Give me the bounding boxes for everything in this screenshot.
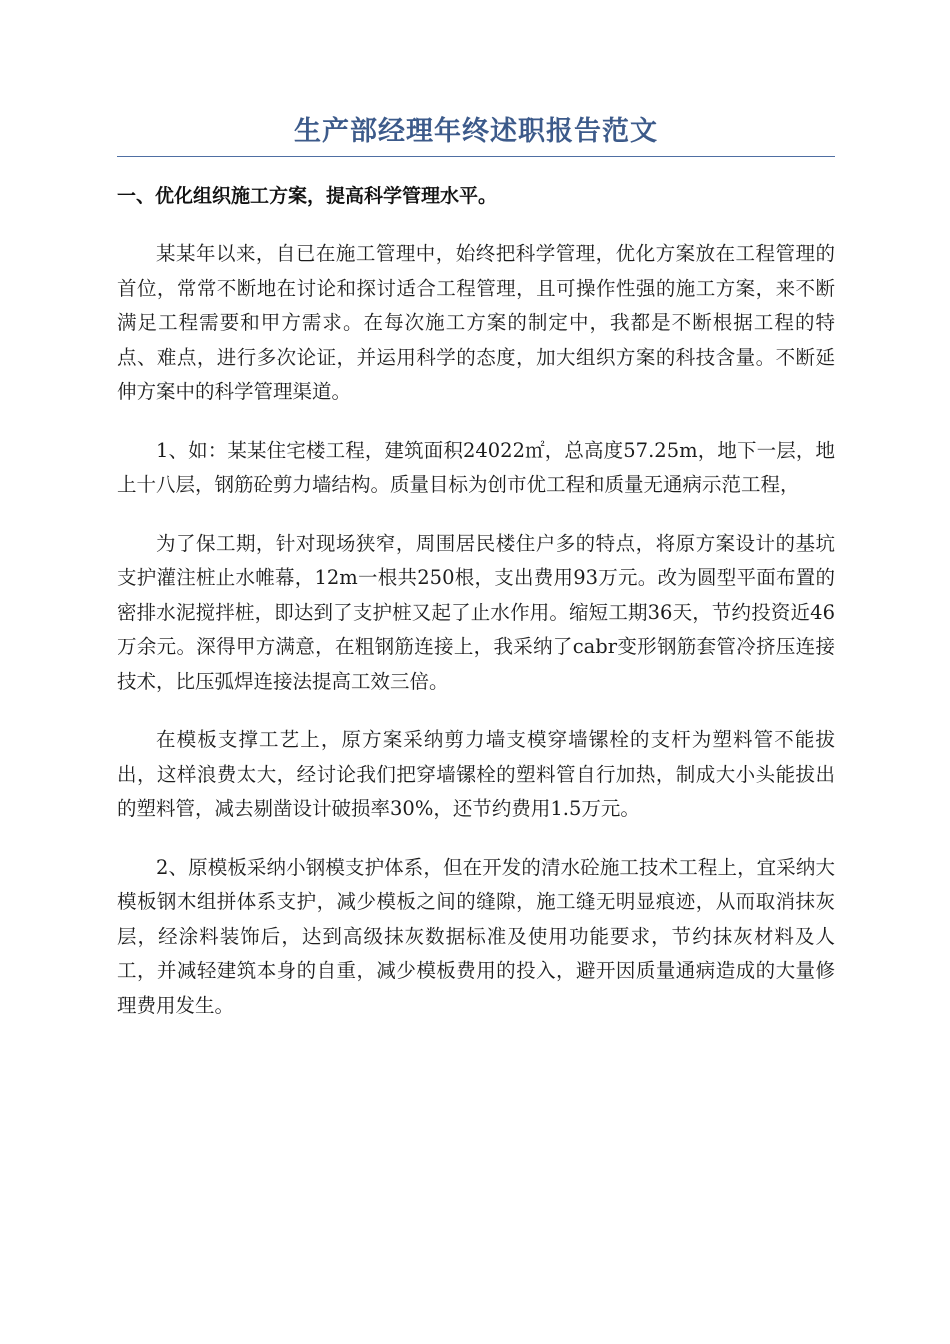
paragraph: 2、原模板采纳小钢模支护体系，但在开发的清水砼施工技术工程上，宜采纳大模板钢木组拼体系支护，减少模板之间的缝隙，施工缝无明显痕迹，从而取消抹灰层，经涂料装饰后，达到高级抹灰数据标准及使用功能要求，节约抹灰材料及人工，并减轻建筑本身的自重，减少模板费用的投入，避开因质量通病造成的大量修理费用发生。 xyxy=(117,855,835,1017)
paragraph: 某某年以来，自已在施工管理中，始终把科学管理，优化方案放在工程管理的首位，常常不断地在讨论和探讨适合工程管理，且可操作性强的施工方案，来不断满足工程需要和甲方需求。在每次施工方案的制定中，我都是不断根据工程的特点、难点，进行多次论证，并运用科学的态度，加大组织方案的科技含量。不断延伸方案中的科学管理渠道。 xyxy=(117,242,835,403)
document-page xyxy=(117,112,835,1023)
paragraph: 1、如：某某住宅楼工程，建筑面积24022㎡，总高度57.25m，地下一层，地上十八层，钢筋砼剪力墙结构。质量目标为创市优工程和质量无通病示范工程， xyxy=(117,438,835,496)
section-heading: 一、优化组织施工方案，提高科学管理水平。 xyxy=(117,185,498,207)
title-underline xyxy=(117,156,835,157)
document-title: 生产部经理年终述职报告范文 xyxy=(294,116,658,147)
paragraph: 为了保工期，针对现场狭窄，周围居民楼住户多的特点，将原方案设计的基坑支护灌注桩止水帷幕，12m一根共250根，支出费用93万元。改为圆型平面布置的密排水泥搅拌桩，即达到了支护桩又起了止水作用。缩短工期36天，节约投资近46万余元。深得甲方满意，在粗钢筋连接上，我采纳了cabr变形钢筋套管冷挤压连接技术，比压弧焊连接法提高工效三倍。 xyxy=(117,531,835,693)
paragraph: 在模板支撑工艺上，原方案采纳剪力墙支模穿墙镙栓的支杆为塑料管不能拔出，这样浪费太大，经讨论我们把穿墙镙栓的塑料管自行加热，制成大小头能拔出的塑料管，减去剔凿设计破损率30%，还节约费用1.5万元。 xyxy=(117,728,835,820)
